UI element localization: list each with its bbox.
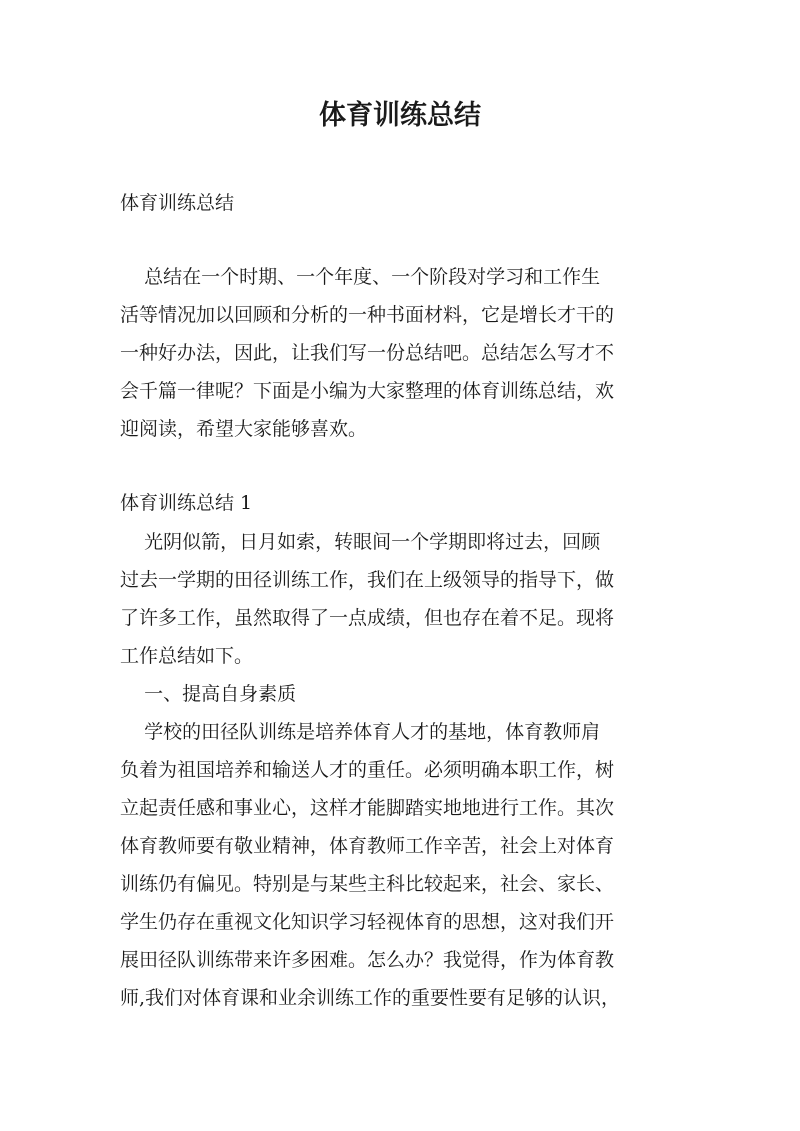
para2-line-5: 训练仍有偏见。特别是与某些主科比较起来，社会、家长、 bbox=[120, 873, 615, 895]
intro-line-5: 迎阅读，希望大家能够喜欢。 bbox=[120, 418, 368, 440]
para2-line-8: 师,我们对体育课和业余训练工作的重要性要有足够的认识， bbox=[120, 987, 621, 1009]
intro-line-1: 总结在一个时期、一个年度、一个阶段对学习和工作生 bbox=[120, 266, 601, 288]
para2-line-7: 展田径队训练带来许多困难。怎么办？我觉得，作为体育教 bbox=[120, 949, 615, 971]
document-subtitle: 体育训练总结 bbox=[120, 192, 235, 214]
intro-line-3: 一种好办法，因此，让我们写一份总结吧。总结怎么写才不 bbox=[120, 342, 615, 364]
section-heading: 体育训练总结 1 bbox=[120, 492, 253, 514]
para1-line-1: 光阴似箭，日月如索，转眼间一个学期即将过去，回顾 bbox=[120, 531, 601, 553]
para2-line-3: 立起责任感和事业心，这样才能脚踏实地地进行工作。其次 bbox=[120, 797, 615, 819]
para1-line-4: 工作总结如下。 bbox=[120, 645, 254, 667]
para2-line-2: 负着为祖国培养和输送人才的重任。必须明确本职工作，树 bbox=[120, 759, 615, 781]
subheading: 一、提高自身素质 bbox=[120, 683, 297, 705]
document-title: 体育训练总结 bbox=[319, 100, 481, 131]
para2-line-4: 体育教师要有敬业精神，体育教师工作辛苦，社会上对体育 bbox=[120, 835, 615, 857]
para2-line-6: 学生仍存在重视文化知识学习轻视体育的思想，这对我们开 bbox=[120, 911, 615, 933]
intro-line-2: 活等情况加以回顾和分析的一种书面材料，它是增长才干的 bbox=[120, 304, 615, 326]
para1-line-2: 过去一学期的田径训练工作，我们在上级领导的指导下，做 bbox=[120, 569, 615, 591]
para1-line-3: 了许多工作，虽然取得了一点成绩，但也存在着不足。现将 bbox=[120, 607, 615, 629]
intro-line-4: 会千篇一律呢？下面是小编为大家整理的体育训练总结，欢 bbox=[120, 380, 615, 402]
para2-line-1: 学校的田径队训练是培养体育人才的基地，体育教师肩 bbox=[120, 721, 601, 743]
